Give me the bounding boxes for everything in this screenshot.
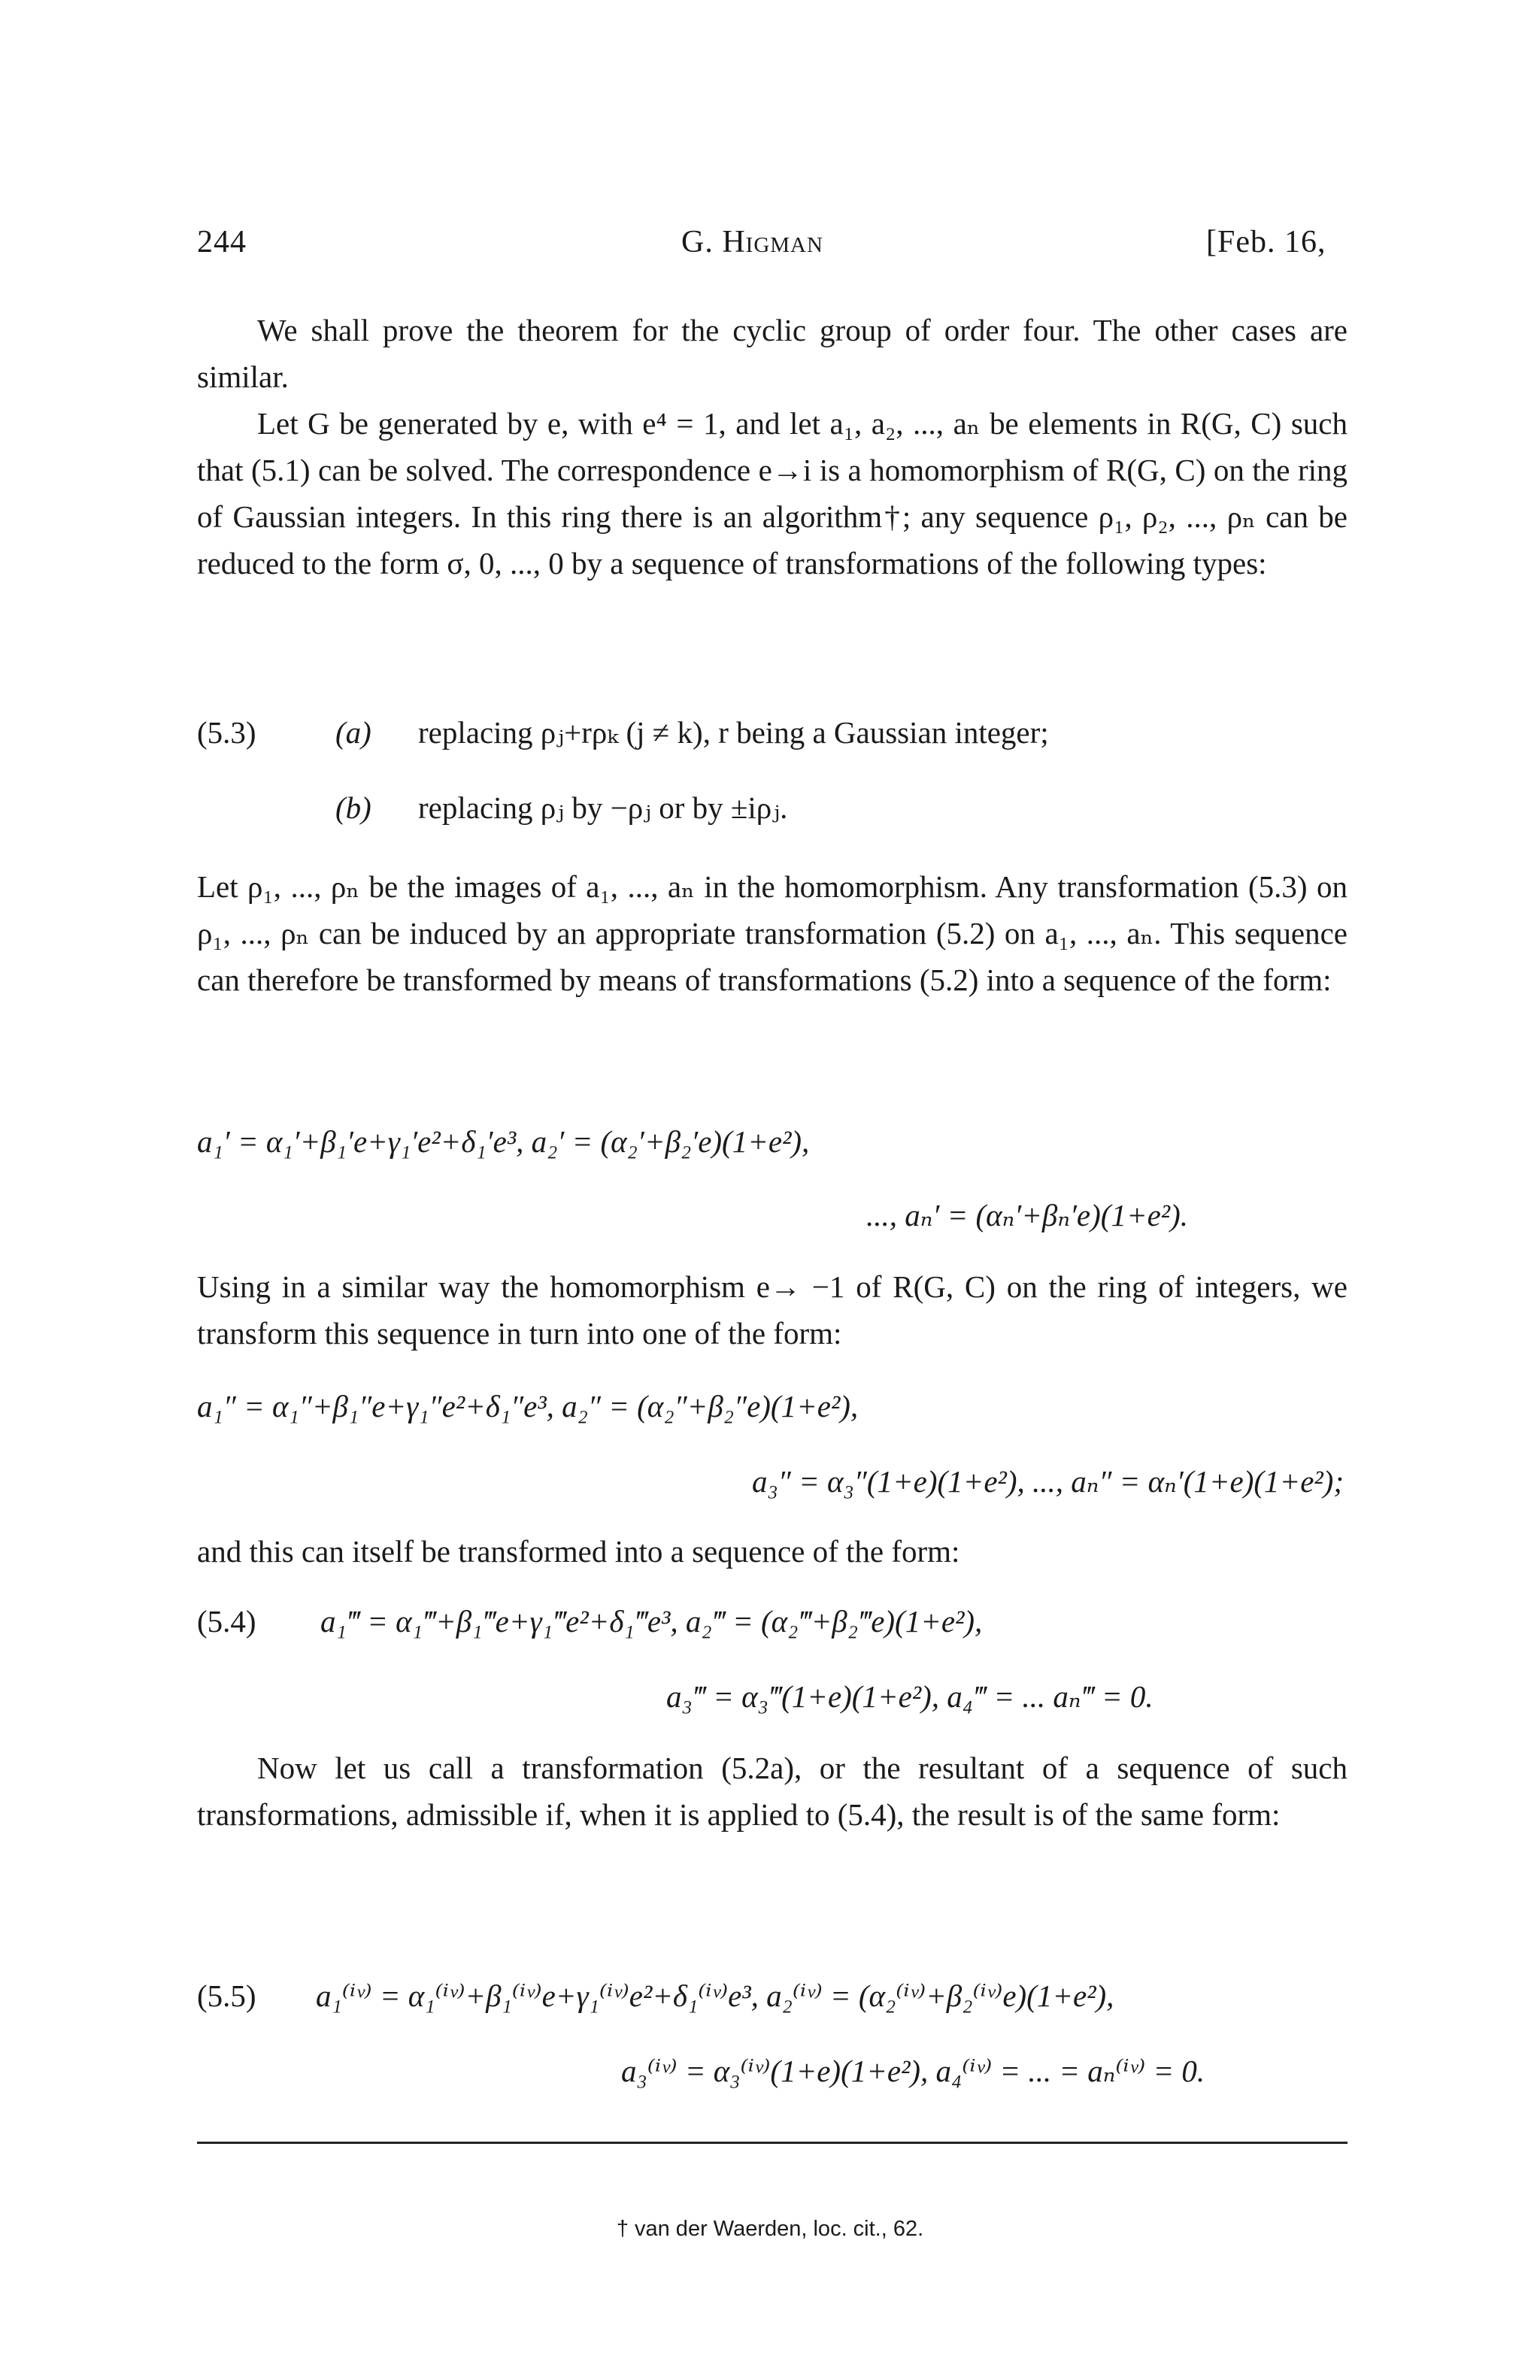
paragraph-5: and this can itself be transformed into a sequence of the form: [197, 1534, 960, 1569]
eq-5-5-line-2: a₃⁽ⁱᵛ⁾ = α₃⁽ⁱᵛ⁾(1+e)(1+e²), a₄⁽ⁱᵛ⁾ = ... = aₙ⁽ⁱᵛ⁾ = 0. [621, 2054, 1205, 2088]
eq-5-3-label: (5.3) [197, 715, 256, 750]
eq-5-5-label: (5.5) [197, 1978, 256, 2013]
eq-5-4-line-1: a₁‴ = α₁‴+β₁‴e+γ₁‴e²+δ₁‴e³, a₂‴ = (α₂‴+β₂‴e)(1+e²), [320, 1604, 983, 1639]
footnote: † van der Waerden, loc. cit., 62. [616, 2217, 924, 2241]
running-head-author: G. Higman [681, 225, 823, 259]
eq-5-3-a-label: (a) [335, 715, 371, 750]
eq-5-5-line-1: a₁⁽ⁱᵛ⁾ = α₁⁽ⁱᵛ⁾+β₁⁽ⁱᵛ⁾e+γ₁⁽ⁱᵛ⁾e²+δ₁⁽ⁱᵛ⁾e³, a₂⁽ⁱᵛ⁾ = (α₂⁽ⁱᵛ⁾+β₂⁽ⁱᵛ⁾e)(1+e²), [316, 1978, 1114, 2013]
paragraph-1: We shall prove the theorem for the cyclic group of order four. The other cases are similar. [197, 313, 1348, 394]
page-number: 244 [197, 225, 247, 259]
equation-b1: a₁″ = α₁″+β₁″e+γ₁″e²+δ₁″e³, a₂″ = (α₂″+β₂″e)(1+e²), [197, 1389, 859, 1423]
paragraph-6: Now let us call a transformation (5.2a), or the resultant of a sequence of such transformations, admissible if, when it is applied to (5.4), the result is of the same form: [197, 1751, 1348, 1832]
eq-5-4-line-2: a₃‴ = α₃‴(1+e)(1+e²), a₄‴ = ... aₙ‴ = 0. [666, 1679, 1153, 1714]
eq-5-3-b-label: (b) [335, 790, 371, 825]
paragraph-3: Let ρ₁, ..., ρₙ be the images of a₁, ..., aₙ in the homomorphism. Any transformation (5.3) on ρ₁, ..., ρₙ can be induced by an appropriate transformation (5.2) on a₁, ..., aₙ. This sequence can therefore be transformed by means of transformations (5.2) into a sequence of the form: [197, 869, 1348, 997]
eq-5-3-a: replacing ρⱼ+rρₖ (j ≠ k), r being a Gaussian integer; [418, 715, 1049, 750]
eq-5-3-b: replacing ρⱼ by −ρⱼ or by ±iρⱼ. [418, 790, 788, 825]
equation-a2: ..., aₙ′ = (αₙ′+βₙ′e)(1+e²). [866, 1198, 1188, 1232]
equation-a1: a₁′ = α₁′+β₁′e+γ₁′e²+δ₁′e³, a₂′ = (α₂′+β₂′e)(1+e²), [197, 1124, 810, 1159]
paragraph-2: Let G be generated by e, with e⁴ = 1, and let a₁, a₂, ..., aₙ be elements in R(G, C) such that (5.1) can be solved. The correspondence e→i is a homomorphism of R(G, C) on the ring of Gaussian integers. In this ring there is an algorithm†; any sequence ρ₁, ρ₂, ..., ρₙ can be reduced to the form σ, 0, ..., 0 by a sequence of transformations of the following types: [197, 406, 1348, 581]
equation-b2: a₃″ = α₃″(1+e)(1+e²), ..., aₙ″ = αₙ′(1+e)(1+e²); [752, 1464, 1344, 1499]
running-head-date: [Feb. 16, [1206, 225, 1326, 259]
paragraph-4: Using in a similar way the homomorphism e→ −1 of R(G, C) on the ring of integers, we transform this sequence in turn into one of the form: [197, 1269, 1348, 1351]
footnote-rule [197, 2142, 1348, 2144]
eq-5-4-label: (5.4) [197, 1604, 256, 1639]
